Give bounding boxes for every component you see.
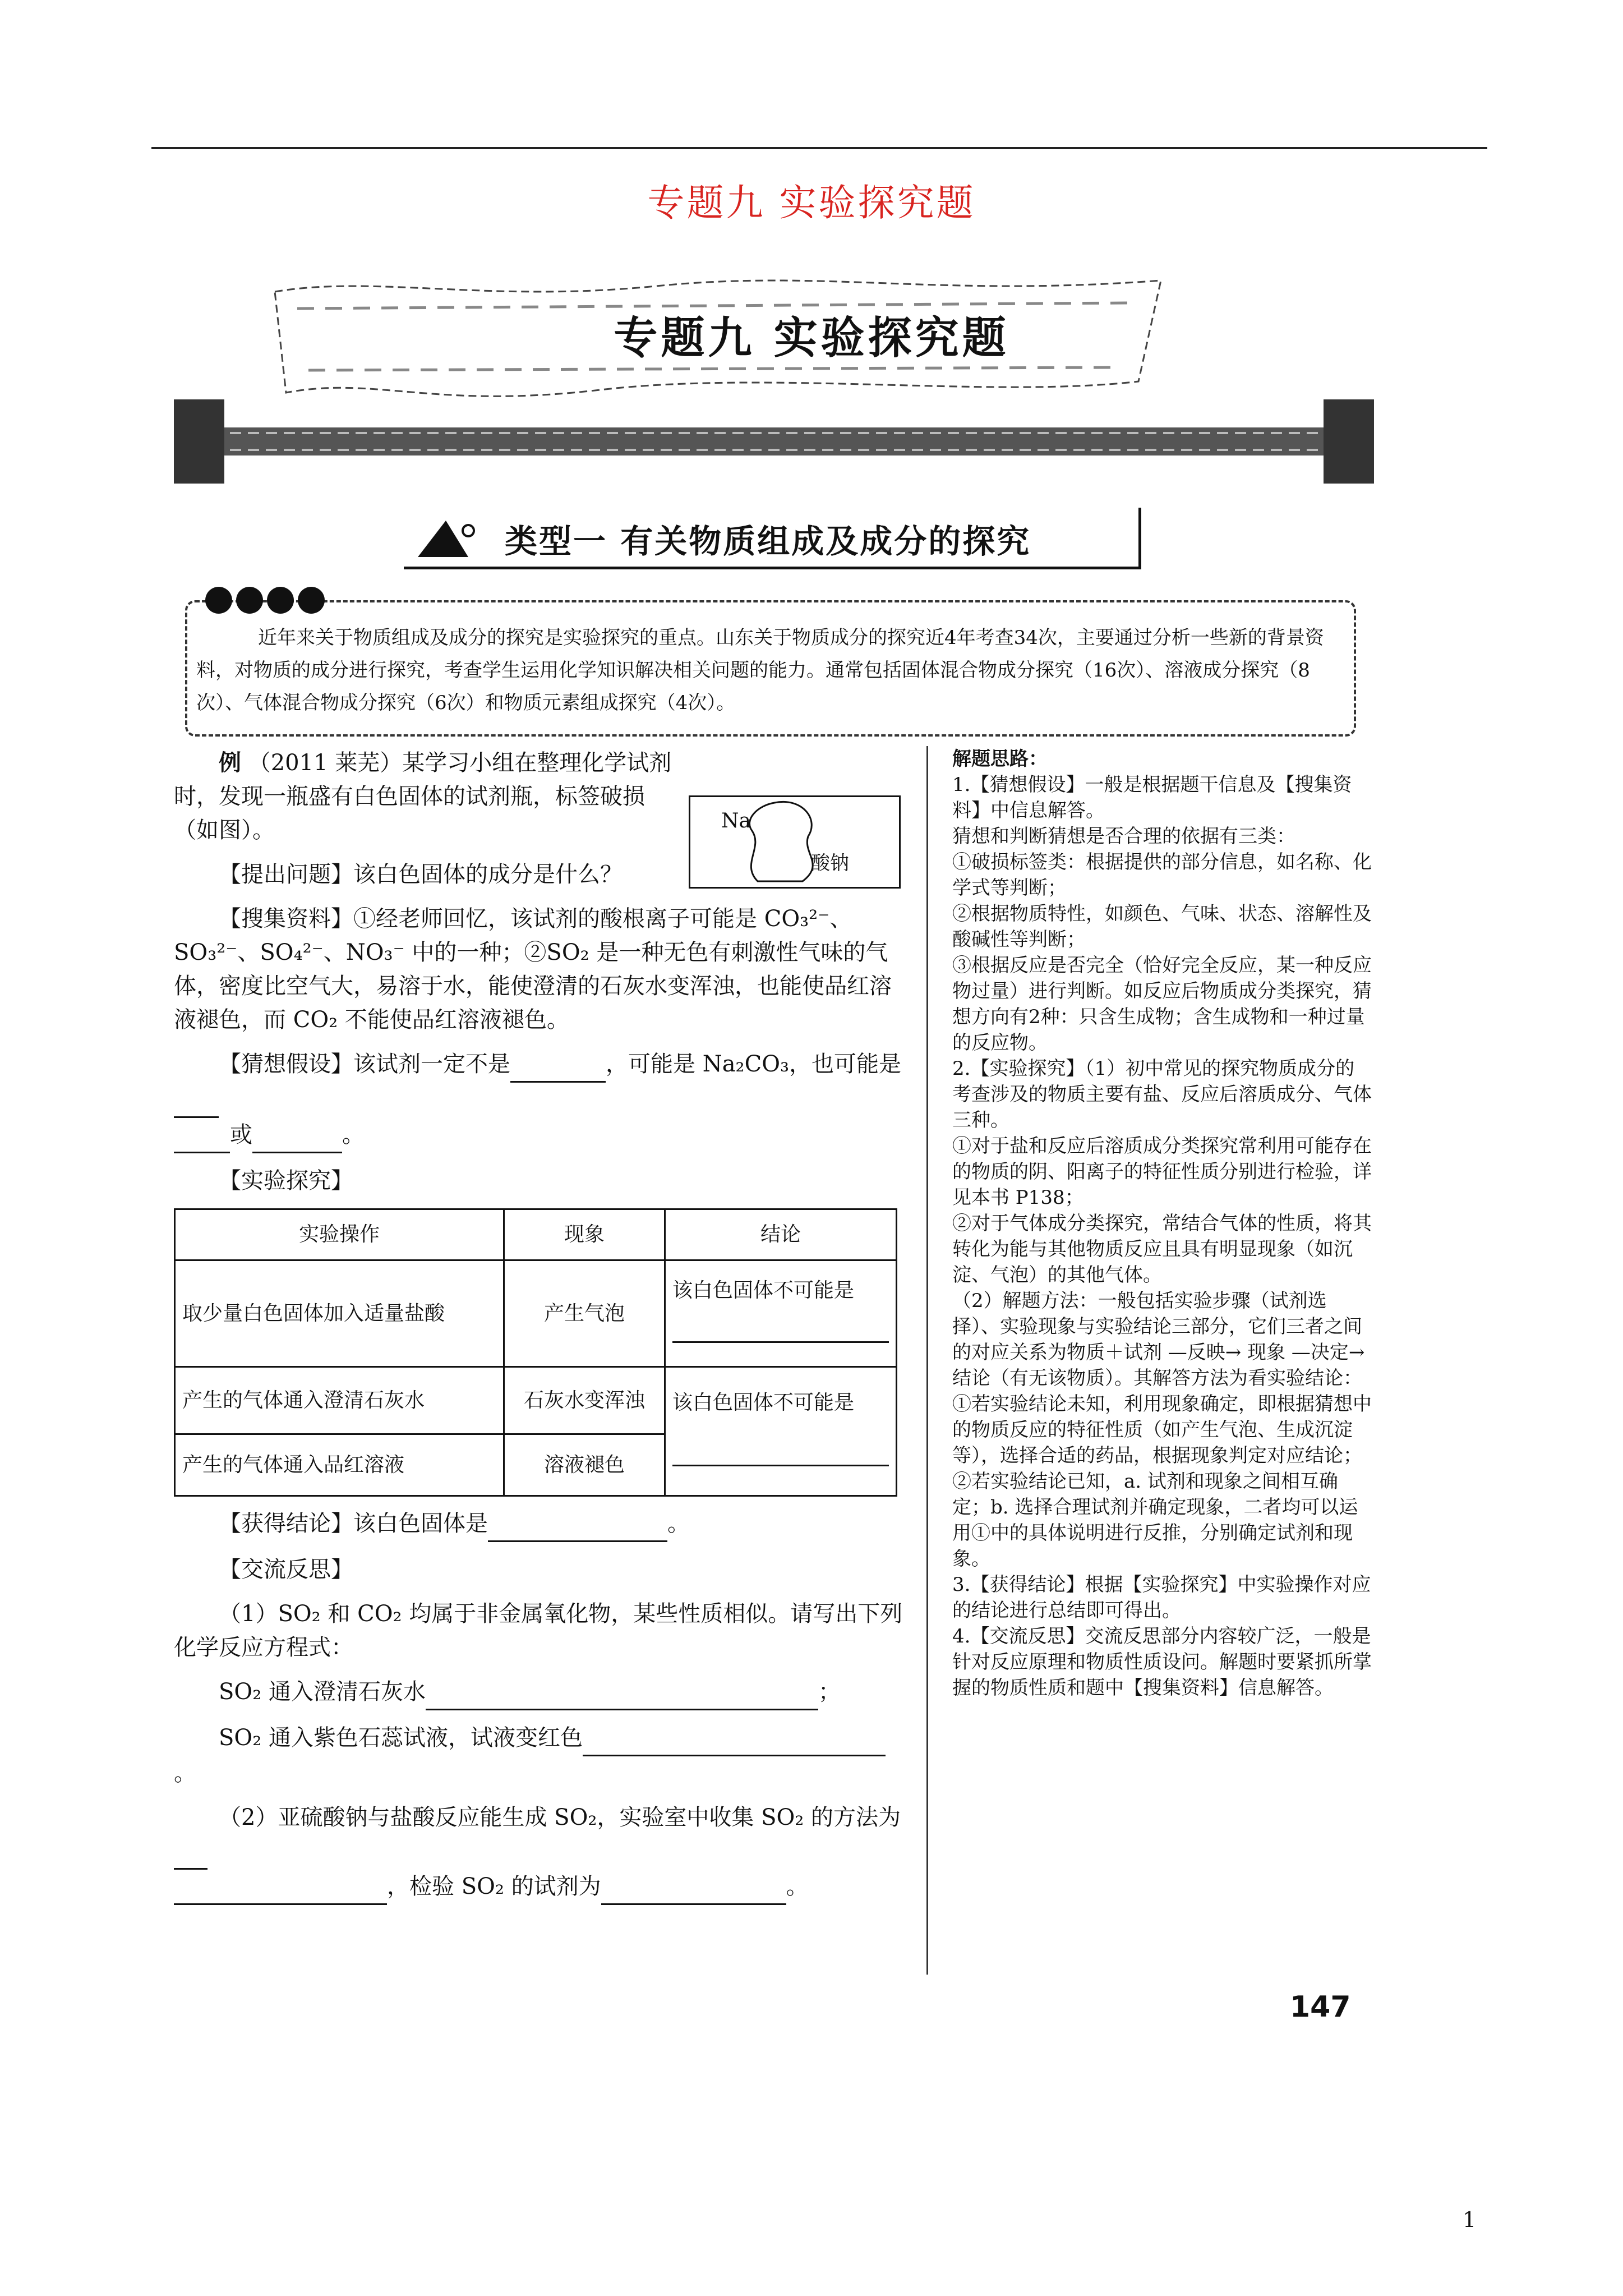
tip-item: 3.【获得结论】根据【实验探究】中实验操作对应的结论进行总结即可得出。 xyxy=(952,1573,1371,1622)
label-na: Na xyxy=(721,809,751,832)
tip-item: ①破损标签类：根据提供的部分信息，如名称、化学式等判断； xyxy=(952,851,1372,899)
tip-item: 猜想和判断猜想是否合理的依据有三类： xyxy=(952,825,1295,848)
concl-end: 。 xyxy=(667,1511,690,1536)
reflect-heading: 【交流反思】 xyxy=(219,1557,353,1582)
tip-item: ②根据物质特性，如颜色、气味、状态、溶解性及酸碱性等判断； xyxy=(952,903,1372,951)
info-paragraph: 【搜集资料】①经老师回忆，该试剂的酸根离子可能是 CO₃²⁻、SO₃²⁻、SO₄²⁻、NO₃⁻ 中的一种；②SO₂ 是一种无色有刺激性气味的气体，密度比空气大，易溶于水，能使澄清的石灰水变浑浊，也能使品红溶液褪色，而 CO₂ 不能使品红溶液褪色。 xyxy=(174,906,892,1033)
concl-text: 【获得结论】该白色固体是 xyxy=(219,1511,488,1536)
tip-item: ②对于气体成分类探究，常结合气体的性质，将其转化为能与其他物质反应且具有明显现象（如沉淀、气泡）的其他气体。 xyxy=(952,1212,1372,1286)
table-cell-phen: 产生气泡 xyxy=(504,1260,665,1367)
table-row xyxy=(175,1260,897,1367)
table-cell-phen: 溶液褪色 xyxy=(504,1434,665,1496)
page-number: 147 xyxy=(1290,1990,1351,2024)
tip-item: 1.【猜想假设】一般是根据题干信息及【搜集资料】中信息解答。 xyxy=(952,774,1352,822)
footer-page-number: 1 xyxy=(1463,2207,1477,2232)
tips-title: 解题思路： xyxy=(952,748,1048,770)
conc-text: 该白色固体不可能是 xyxy=(672,1391,855,1414)
answer-blank[interactable] xyxy=(174,1118,230,1153)
hypo-a: 【猜想假设】该试剂一定不是 xyxy=(219,1051,510,1077)
experiment-heading: 【实验探究】 xyxy=(219,1168,353,1194)
dots-icon xyxy=(202,583,336,617)
table-cell-conc xyxy=(665,1367,897,1496)
table-cell-op: 产生的气体通入品红溶液 xyxy=(175,1434,504,1496)
example-tag: 例 xyxy=(219,750,241,776)
reflect-q2 xyxy=(174,1801,903,1905)
table-cell-op: 产生的气体通入澄清石灰水 xyxy=(175,1367,504,1434)
r1a-text: SO₂ 通入澄清石灰水 xyxy=(219,1679,426,1705)
triangle-icon xyxy=(412,515,479,560)
column-divider xyxy=(926,746,928,1975)
answer-blank[interactable] xyxy=(174,1083,219,1118)
table-cell-conc xyxy=(665,1260,897,1367)
reflect-q1b xyxy=(174,1721,903,1790)
reflect-q1: （1）SO₂ 和 CO₂ 均属于非金属氧化物，某些性质相似。请写出下列化学反应方程式： xyxy=(174,1601,903,1660)
tip-item: 4.【交流反思】交流反思部分内容较广泛，一般是针对反应原理和物质性质设问。解题时要紧抓所掌握的物质性质和题中【搜集资料】信息解答。 xyxy=(952,1625,1372,1699)
r1b-text: SO₂ 通入紫色石蕊试液，试液变红色 xyxy=(219,1725,583,1751)
answer-blank[interactable] xyxy=(426,1675,818,1710)
table-header: 实验操作 xyxy=(175,1209,504,1260)
solution-tips xyxy=(952,746,1373,1701)
tip-item: 2.【实验探究】（1）初中常见的探究物质成分的考查涉及的物质主要有盐、反应后溶质成分、气体三种。 xyxy=(952,1057,1372,1131)
decorative-stripe xyxy=(174,399,1374,484)
experiment-table xyxy=(174,1208,897,1497)
tip-item: ①对于盐和反应后溶质成分类探究常利用可能存在的物质的阴、阳离子的特征性质分别进行检验，详见本书 P138； xyxy=(952,1135,1372,1209)
r1a-end: ； xyxy=(818,1679,841,1705)
example-question xyxy=(174,746,903,1916)
tip-item: （2）解题方法：一般包括实验步骤（试剂选择）、实验现象与实验结论三部分，它们三者之间的对应关系为物质＋试剂 —反映→ 现象 —决定→ 结论（有无该物质）。其解答方法为看实验结论：①若实验结论未知，利用现象确定，即根据猜想中的物质反应的特征性质（如产生气泡、生成沉淀等），选择合适的药品，根据现象判定对应结论；②若实验结论已知，a. 试剂和现象之间相互确定；b. 选择合理试剂并确定现象，二者均可以运用①中的具体说明进行反推，分别确定试剂和现象。 xyxy=(952,1290,1372,1570)
intro-text: 近年来关于物质组成及成分的探究是实验探究的重点。山东关于物质成分的探究近4年考查34次，主要通过分析一些新的背景资料，对物质的成分进行探究，考查学生运用化学知识解决相关问题的能力。通常包括固体混合物成分探究（16次）、溶液成分探究（8次）、气体混合物成分探究（6次）和物质元素组成探究（4次）。 xyxy=(196,627,1324,714)
hypo-b: ，可能是 Na₂CO₃，也可能是 xyxy=(606,1051,902,1077)
label-suffix: 酸钠 xyxy=(811,852,849,875)
tip-item: ③根据反应是否完全（恰好完全反应，某一种反应物过量）进行判断。如反应后物质成分类探究，猜想方向有2种：只含生成物；含生成物和一种过量的反应物。 xyxy=(952,954,1372,1054)
hypothesis-line xyxy=(174,1047,903,1153)
answer-blank[interactable] xyxy=(583,1721,886,1756)
top-rule xyxy=(151,147,1487,149)
r2b-text: ，检验 SO₂ 的试剂为 xyxy=(387,1874,601,1899)
type-heading: 类型一 有关物质组成及成分的探究 xyxy=(505,522,1031,560)
conclusion-line xyxy=(174,1507,903,1542)
answer-blank[interactable] xyxy=(672,1420,889,1466)
answer-blank[interactable] xyxy=(510,1047,606,1083)
answer-blank[interactable] xyxy=(488,1507,667,1542)
example-intro: （2011 莱芜）某学习小组在整理化学试剂时，发现一瓶盛有白色固体的试剂瓶，标签破损（如图）。 xyxy=(174,750,672,843)
problem-line: 【提出问题】该白色固体的成分是什么？ xyxy=(219,862,623,887)
table-row xyxy=(175,1367,897,1434)
table-cell-phen: 石灰水变浑浊 xyxy=(504,1367,665,1434)
hypo-c: 或 xyxy=(230,1122,252,1148)
answer-blank[interactable] xyxy=(174,1870,387,1905)
reflect-q1a xyxy=(174,1675,903,1710)
answer-blank[interactable] xyxy=(174,1834,208,1870)
r2-end: 。 xyxy=(786,1874,809,1899)
answer-blank[interactable] xyxy=(601,1870,786,1905)
hypo-end: 。 xyxy=(342,1122,365,1148)
banner-title: 专题九 实验探究题 xyxy=(614,313,1009,364)
table-cell-op: 取少量白色固体加入适量盐酸 xyxy=(175,1260,504,1367)
conc-text: 该白色固体不可能是 xyxy=(672,1278,855,1302)
r2-text: （2）亚硫酸钠与盐酸反应能生成 SO₂，实验室中收集 SO₂ 的方法为 xyxy=(219,1805,901,1830)
answer-blank[interactable] xyxy=(672,1308,889,1343)
table-header: 结论 xyxy=(665,1209,897,1260)
page-header-title: 专题九 实验探究题 xyxy=(647,181,976,224)
table-header: 现象 xyxy=(504,1209,665,1260)
table-header-row xyxy=(175,1209,897,1260)
answer-blank[interactable] xyxy=(252,1118,342,1153)
r1b-end: 。 xyxy=(174,1760,196,1786)
